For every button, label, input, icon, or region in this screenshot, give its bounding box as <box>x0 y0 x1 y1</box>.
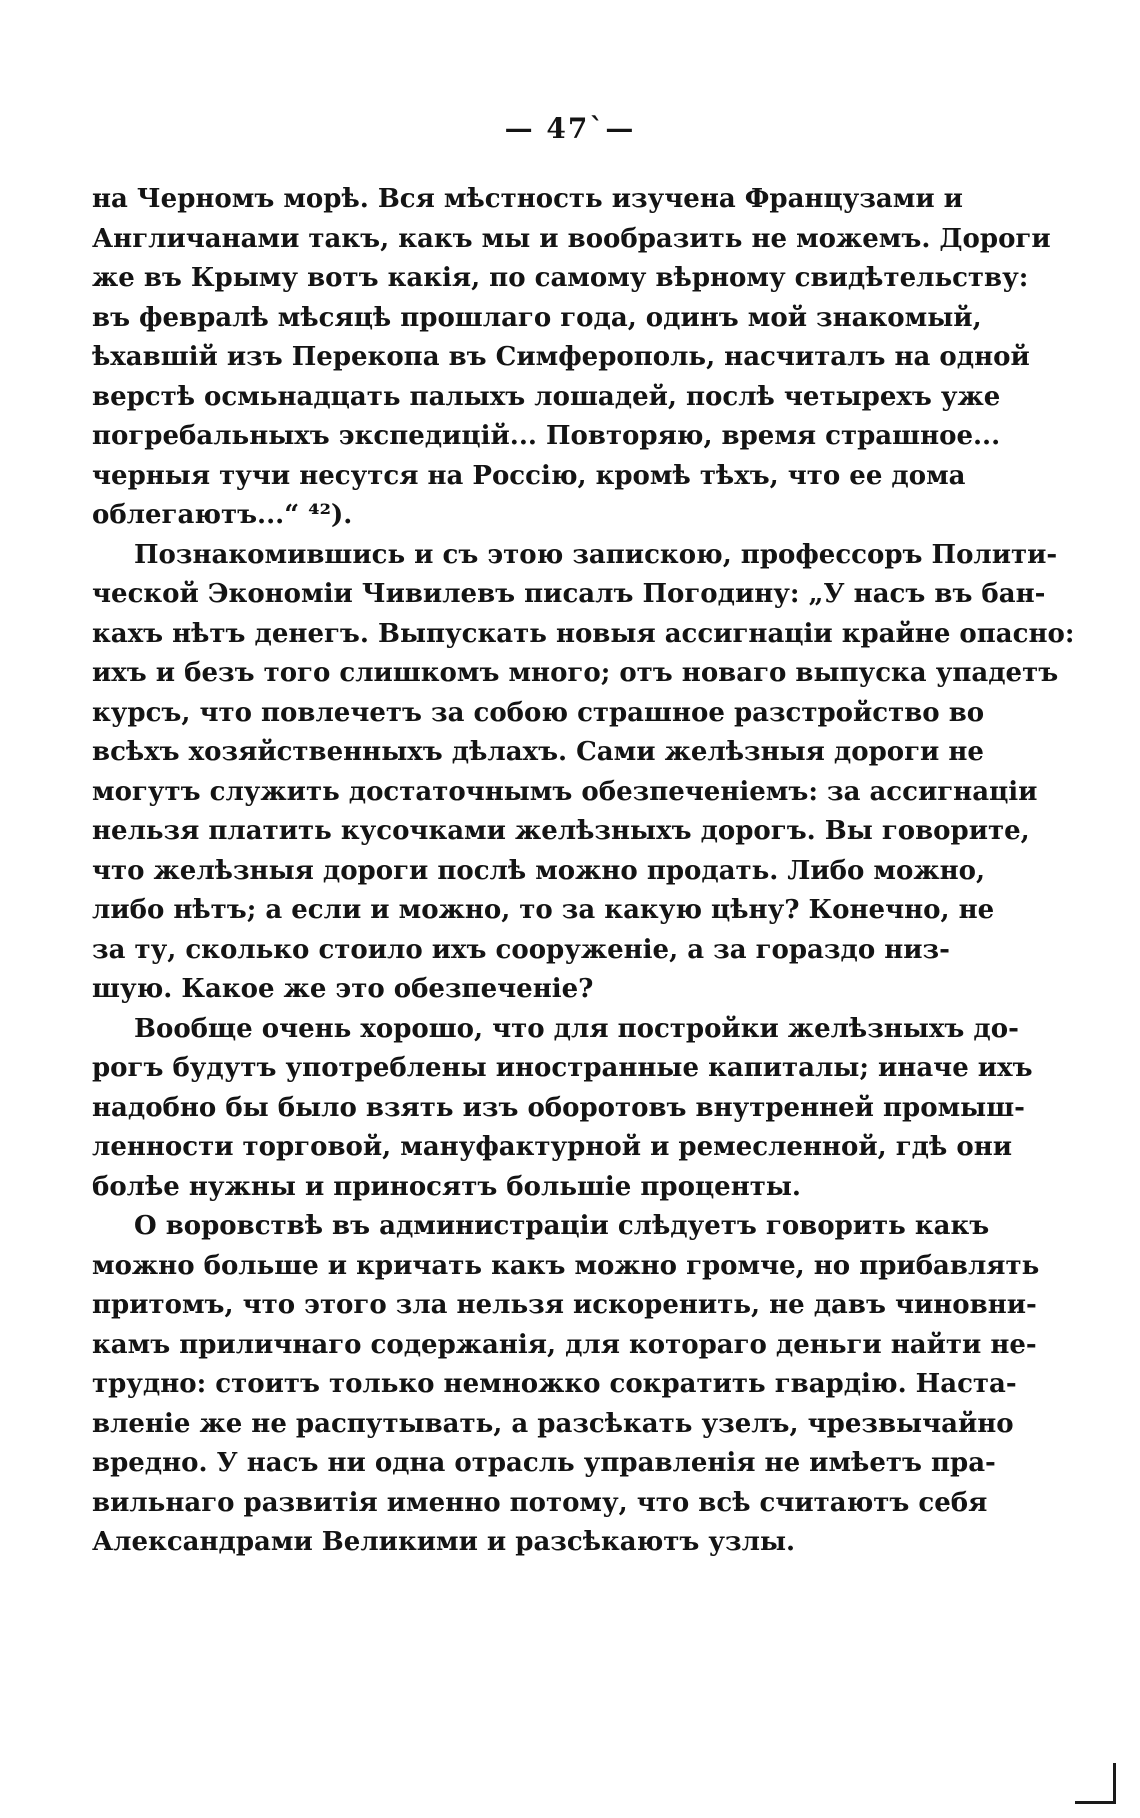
text-line: ихъ и безъ того слишкомъ много; отъ новаго выпуска упадетъ <box>92 658 1059 688</box>
text-line: вленіе же не распутывать, а разсѣкать узелъ, чрезвычайно <box>92 1408 1014 1439</box>
paragraph-4 <box>92 1207 1040 1563</box>
text-line: на Черномъ морѣ. Вся мѣстность изучена Французами и <box>92 184 963 214</box>
text-line: Англичанами такъ, какъ мы и вообразить не можемъ. Дороги <box>92 223 1051 254</box>
text-line: нельзя платить кусочками желѣзныхъ дорогъ. Вы говорите, <box>92 816 1030 846</box>
text-line: Вообще очень хорошо, что для постройки желѣзныхъ до- <box>134 1013 1019 1044</box>
text-line: черныя тучи несутся на Россію, кромѣ тѣхъ, что ее дома <box>92 460 966 491</box>
paragraph-1 <box>92 180 1051 536</box>
text-line: ческой Экономіи Чивилевъ писалъ Погодину: „У насъ въ бан- <box>92 579 1046 609</box>
text-line: погребальныхъ экспедицій... Повторяю, время страшное... <box>92 421 1001 451</box>
text-line: надобно бы было взять изъ оборотовъ внутренней промыш- <box>92 1092 1025 1123</box>
text-line: О воровствѣ въ администраціи слѣдуетъ говорить какъ <box>134 1211 990 1241</box>
text-line: курсъ, что повлечетъ за собою страшное разстройство во <box>92 697 985 728</box>
text-line: Познакомившись и съ этою запискою, профессоръ Полити- <box>134 539 1058 570</box>
text-line: могутъ служить достаточнымъ обезпеченіемъ: за ассигнаціи <box>92 776 1038 807</box>
text-line: можно больше и кричать какъ можно громче, но прибавлять <box>92 1250 1040 1281</box>
corner-crop-mark <box>1075 1763 1116 1804</box>
text-line: притомъ, что этого зла нельзя искоренить, не давъ чиновни- <box>92 1290 1037 1320</box>
text-line: облегаютъ...“ ⁴²). <box>92 500 353 530</box>
text-line: всѣхъ хозяйственныхъ дѣлахъ. Сами желѣзныя дороги не <box>92 737 984 767</box>
text-line: что желѣзныя дороги послѣ можно продать. Либо можно, <box>92 855 986 886</box>
paragraph-3 <box>92 1010 1033 1208</box>
text-line: ѣхавшій изъ Перекопа въ Симферополь, насчиталъ на одной <box>92 342 1030 372</box>
text-line: въ февралѣ мѣсяцѣ прошлаго года, одинъ мой знакомый, <box>92 302 982 333</box>
text-line: болѣе нужны и приносятъ большіе проценты. <box>92 1171 801 1202</box>
text-line: вильнаго развитія именно потому, что всѣ считаютъ себя <box>92 1487 988 1518</box>
text-line: рогъ будутъ употреблены иностранные капиталы; иначе ихъ <box>92 1053 1033 1083</box>
text-line: за ту, сколько стоило ихъ сооруженіе, а за гораздо низ- <box>92 934 950 965</box>
text-line: шую. Какое же это обезпеченіе? <box>92 974 594 1004</box>
text-line: камъ приличнаго содержанія, для котораго деньги найти не- <box>92 1329 1037 1360</box>
text-line: Александрами Великими и разсѣкаютъ узлы. <box>92 1527 796 1557</box>
text-line: ленности торговой, мануфактурной и ремесленной, гдѣ они <box>92 1132 1013 1162</box>
text-line: либо нѣтъ; а если и можно, то за какую цѣну? Конечно, не <box>92 895 995 925</box>
text-line: трудно: стоитъ только немножко сократить гвардію. Наста- <box>92 1369 1017 1399</box>
paragraph-2 <box>92 536 1075 1010</box>
text-line: же въ Крыму вотъ какія, по самому вѣрному свидѣтельству: <box>92 263 1029 293</box>
text-line: кахъ нѣтъ денегъ. Выпускать новыя ассигнаціи крайне опасно: <box>92 618 1075 649</box>
text-line: вредно. У насъ ни одна отрасль управленія не имѣетъ пра- <box>92 1448 996 1478</box>
body-text <box>92 180 1075 1563</box>
text-line: верстѣ осмьнадцать палыхъ лошадей, послѣ четырехъ уже <box>92 381 1001 412</box>
page-number: — 47`— <box>504 112 636 145</box>
